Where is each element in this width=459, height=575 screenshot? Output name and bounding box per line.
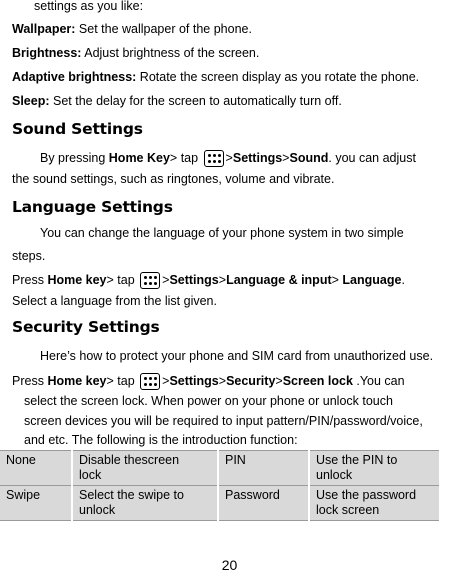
table-row: [0, 451, 439, 486]
table-cell: None: [0, 451, 72, 486]
brightness-term: Brightness:: [12, 46, 82, 60]
language-heading: Language Settings: [12, 198, 173, 216]
screen-lock-table: [0, 450, 439, 521]
wallpaper-term: Wallpaper:: [12, 22, 76, 36]
home-key-label: Home Key: [108, 151, 170, 165]
language-para-3: Press Home key> tap >Settings>Language & input> Language.: [12, 273, 405, 287]
table-cell: Password: [218, 486, 309, 521]
table-cell: Disable thescreen lock: [72, 451, 218, 486]
sleep-item: [12, 94, 342, 109]
table-cell: Select the swipe to unlock: [72, 486, 218, 521]
language-para-1: You can change the language of your phone system in two simple: [40, 226, 404, 240]
table-cell: PIN: [218, 451, 309, 486]
adaptive-term: Adaptive brightness:: [12, 70, 137, 84]
sound-para-1: By pressing Home Key> tap >Settings>Sound. you can adjust: [40, 151, 416, 165]
security-para-3: select the screen lock. When power on your phone or unlock touch: [24, 394, 393, 408]
sleep-term: Sleep:: [12, 94, 50, 108]
security-para-4: screen devices you will be required to input pattern/PIN/password/voice,: [24, 414, 423, 428]
wallpaper-desc: Set the wallpaper of the phone.: [75, 22, 252, 36]
adaptive-item: [12, 70, 419, 85]
brightness-item: [12, 46, 259, 61]
security-para-5: and etc. The following is the introduction function:: [24, 433, 298, 447]
language-para-4: Select a language from the list given.: [12, 294, 217, 308]
sound-para-2: the sound settings, such as ringtones, volume and vibrate.: [12, 172, 335, 186]
language-para-2: steps.: [12, 249, 46, 263]
app-drawer-icon: [140, 272, 160, 289]
table-cell: Use the password lock screen: [309, 486, 439, 521]
table-row: [0, 486, 439, 521]
intro-tail: settings as you like:: [34, 0, 144, 13]
security-para-2: Press Home key> tap >Settings>Security>Screen lock .You can: [12, 374, 405, 388]
sound-heading: Sound Settings: [12, 120, 143, 138]
wallpaper-item: [12, 22, 252, 37]
table-cell: Use the PIN to unlock: [309, 451, 439, 486]
security-heading: Security Settings: [12, 318, 160, 336]
app-drawer-icon: [204, 150, 224, 167]
brightness-desc: Adjust brightness of the screen.: [81, 46, 260, 60]
page-number: 20: [221, 557, 238, 573]
security-para-1: Here’s how to protect your phone and SIM card from unauthorized use.: [40, 349, 434, 363]
app-drawer-icon: [140, 373, 160, 390]
adaptive-desc: Rotate the screen display as you rotate the phone.: [136, 70, 420, 84]
table-cell: Swipe: [0, 486, 72, 521]
sleep-desc: Set the delay for the screen to automatically turn off.: [49, 94, 342, 108]
